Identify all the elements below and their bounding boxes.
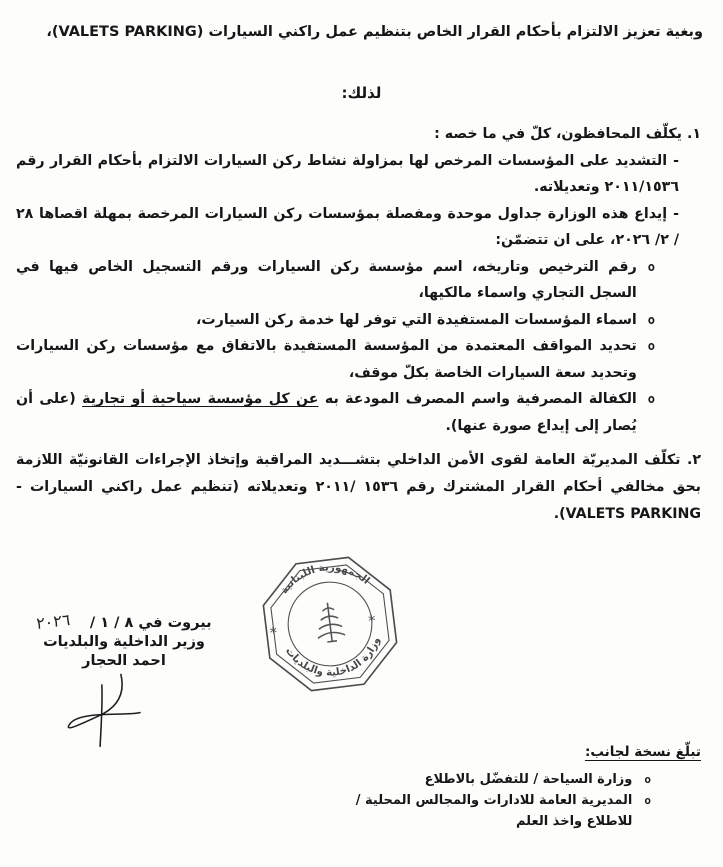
- article-1: [16, 121, 701, 439]
- cedar-tree-icon: [314, 601, 346, 643]
- list-item: [16, 386, 701, 439]
- dash-item: [16, 201, 679, 254]
- distribution-list: [341, 744, 701, 832]
- list-item-text: رقم الترخيص وتاريخه، اسم مؤسسة ركن السيارات ورقم التسجيل الخاص فيها في السجل التجاري واسماء مالكيها،: [16, 258, 637, 301]
- star-icon: *: [367, 612, 377, 631]
- place-and-date-line: [10, 609, 238, 634]
- bank-bullet-after: (على أن يُصار إلى إيداع صورة عنها).: [16, 391, 637, 434]
- article-2-text: تكلّف المديريّة العامة لقوى الأمن الداخلي بتشـــديد المراقبة وإتخاذ الإجراءات القانونيّة اللازمة بحق مخالفي أحكام القرار المشترك رقم ١٥٣٦ /٢٠١١ وتعديلاته (تنظيم عمل راكني السيارات -VALETS PARKING).: [16, 452, 701, 522]
- list-item: [341, 790, 701, 832]
- handwritten-signature: [45, 671, 150, 749]
- list-item-text: وزارة السياحة / للتفضّل بالاطلاع: [424, 772, 633, 787]
- therefore-heading: لذلك:: [341, 84, 382, 102]
- circle-bullet-icon: o: [647, 312, 655, 327]
- article-2-body: [16, 447, 701, 528]
- article-2-number: ٢.: [686, 452, 701, 468]
- minister-title: وزير الداخلية والبلديات: [43, 634, 205, 650]
- minister-name: احمد الحجار: [82, 653, 166, 669]
- list-item: [341, 769, 701, 790]
- octagon-seal-icon: [257, 549, 403, 699]
- circle-bullet-icon: o: [647, 339, 655, 353]
- article-1-heading-text: يكلّف المحافظون، كلّ في ما خصه :: [434, 126, 682, 142]
- list-item: [16, 333, 701, 386]
- distribution-heading: تبلّغ نسخة لجانب:: [584, 744, 701, 760]
- article-2: [16, 447, 701, 528]
- dash-item-text: التشديد على المؤسسات المرخص لها بمزاولة نشاط ركن السيارات الالتزام بأحكام القرار رقم ٢٠١١/١٥٣٦ وتعديلاته.: [16, 152, 679, 195]
- circle-bullet-icon: o: [647, 392, 655, 406]
- circle-bullet-icon: o: [647, 259, 655, 274]
- dash-item-text: إيداع هذه الوزارة جداول موحدة ومفصلة بمؤسسات ركن السيارات المرخصة بمهلة اقصاها ٢٨ / ٢/ ٢٠٢٦، على ان تتضمّن:: [16, 205, 679, 248]
- place-date-prefix: بيروت في ٨ / ١ /: [89, 615, 212, 631]
- list-item-text: تحديد المواقف المعتمدة من المؤسسة المستفيدة بالاتفاق مع مؤسسات ركن السيارات وتحديد سعة السيارات الخاصة بكلّ موقف،: [16, 338, 637, 381]
- bank-bullet-before: الكفالة المصرفية واسم المصرف المودعة به: [318, 391, 637, 407]
- signature-block: [10, 609, 238, 749]
- article-1-number: ١.: [686, 126, 701, 142]
- star-icon: *: [268, 624, 279, 643]
- ministry-seal-stamp: [257, 549, 403, 699]
- handwritten-date-year: ٢٠٢٦: [36, 609, 71, 634]
- dash-marker: -: [673, 152, 679, 169]
- bank-bullet-underlined: عن كل مؤسسة سياحية أو تجارية: [82, 391, 319, 407]
- distribution-items: [341, 769, 701, 832]
- seal-bottom-text: وزارة الداخلية والبلديات: [282, 635, 383, 679]
- list-item: [16, 307, 701, 334]
- list-item-text: [16, 386, 637, 439]
- dash-item: [16, 148, 679, 201]
- list-item: [16, 254, 701, 307]
- intro-paragraph: وبغية تعزيز الالتزام بأحكام القرار الخاص بتنظيم عمل راكني السيارات (VALETS PARKING)،: [46, 24, 703, 40]
- article-1-heading: [16, 121, 701, 148]
- dash-marker: -: [673, 205, 679, 222]
- list-item-text: اسماء المؤسسات المستفيدة التي توفر لها خدمة ركن السيارت،: [196, 311, 637, 328]
- circle-bullet-icon: o: [644, 794, 651, 807]
- signature-stroke-icon: [45, 671, 150, 749]
- list-item-text: المديرية العامة للادارات والمجالس المحلية / للاطلاع واخذ العلم: [355, 793, 633, 829]
- seal-top-text: الجمهورية اللبنانية: [278, 562, 372, 597]
- circle-bullet-icon: o: [644, 773, 651, 786]
